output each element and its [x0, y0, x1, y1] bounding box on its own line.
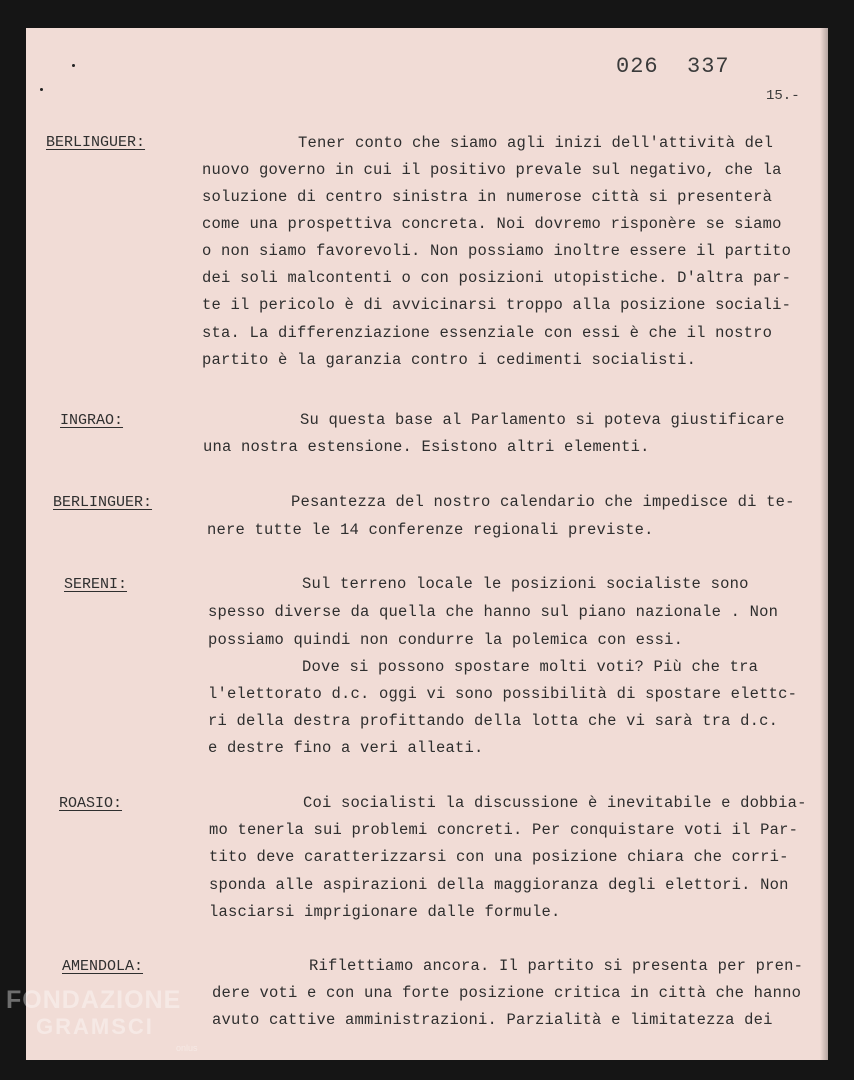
text-line: sta. La differenziazione essenziale con essi è che il nostro: [202, 324, 773, 342]
text-line: possiamo quindi non condurre la polemica con essi.: [208, 631, 684, 649]
text-line: nuovo governo in cui il positivo prevale sul negativo, che la: [202, 161, 782, 179]
text-line: Coi socialisti la discussione è inevitabile e dobbia-: [303, 794, 807, 812]
fondazione-gramsci-watermark: [0, 988, 240, 1058]
text-line: ri della destra profittando della lotta che vi sarà tra d.c.: [208, 712, 779, 730]
speaker-label: AMENDOLA:: [62, 958, 144, 975]
text-line: Sul terreno locale le posizioni socialiste sono: [302, 575, 749, 593]
text-line: mo tenerla sui problemi concreti. Per conquistare voti il Par-: [209, 821, 799, 839]
ink-dot: [40, 88, 43, 91]
text-line: dei soli malcontenti o con posizioni utopistiche. D'altra par-: [202, 269, 792, 287]
text-line: partito è la garanzia contro i cedimenti socialisti.: [202, 351, 697, 369]
watermark-line-1: FONDAZIONE: [6, 986, 182, 1014]
text-line: Riflettiamo ancora. Il partito si presenta per pren-: [309, 957, 804, 975]
page-edge-shadow: [820, 28, 828, 1060]
speaker-label: ROASIO:: [59, 795, 123, 812]
text-line: soluzione di centro sinistra in numerose città si presenterà: [202, 188, 773, 206]
archive-reference: 026 337: [616, 54, 730, 79]
speaker-label: BERLINGUER:: [46, 134, 146, 151]
text-line: sponda alle aspirazioni della maggioranza degli elettori. Non: [209, 876, 789, 894]
text-line: e destre fino a veri alleati.: [208, 739, 484, 757]
text-line: nere tutte le 14 conferenze regionali previste.: [207, 521, 654, 539]
text-line: tito deve caratterizzarsi con una posizione chiara che corri-: [209, 848, 789, 866]
text-line: lasciarsi imprigionare dalle formule.: [209, 903, 561, 921]
text-line: dere voti e con una forte posizione critica in città che hanno: [212, 984, 802, 1002]
watermark-line-3: onlus: [176, 1043, 198, 1053]
text-line: come una prospettiva concreta. Noi dovremo risponère se siamo: [202, 215, 782, 233]
text-line: spesso diverse da quella che hanno sul piano nazionale . Non: [208, 603, 779, 621]
text-line: Pesantezza del nostro calendario che impedisce di te-: [291, 493, 795, 511]
text-line: Su questa base al Parlamento si poteva giustificare: [300, 411, 785, 429]
text-line: te il pericolo è di avvicinarsi troppo alla posizione sociali-: [202, 296, 792, 314]
watermark-line-2: GRAMSCI: [36, 1014, 154, 1039]
document-page: [26, 28, 828, 1060]
text-line: Tener conto che siamo agli inizi dell'attività del: [298, 134, 774, 152]
text-line: l'elettorato d.c. oggi vi sono possibilità di spostare elettc-: [208, 685, 798, 703]
text-line: o non siamo favorevoli. Non possiamo inoltre essere il partito: [202, 242, 792, 260]
speaker-label: BERLINGUER:: [53, 494, 153, 511]
ink-dot: [72, 64, 75, 67]
speaker-label: SERENI:: [64, 576, 128, 593]
speaker-label: INGRAO:: [60, 412, 124, 429]
page-number: 15.-: [766, 88, 800, 104]
text-line: Dove si possono spostare molti voti? Più che tra: [302, 658, 759, 676]
text-line: una nostra estensione. Esistono altri elementi.: [203, 438, 650, 456]
text-line: avuto cattive amministrazioni. Parzialità e limitatezza dei: [212, 1011, 773, 1029]
